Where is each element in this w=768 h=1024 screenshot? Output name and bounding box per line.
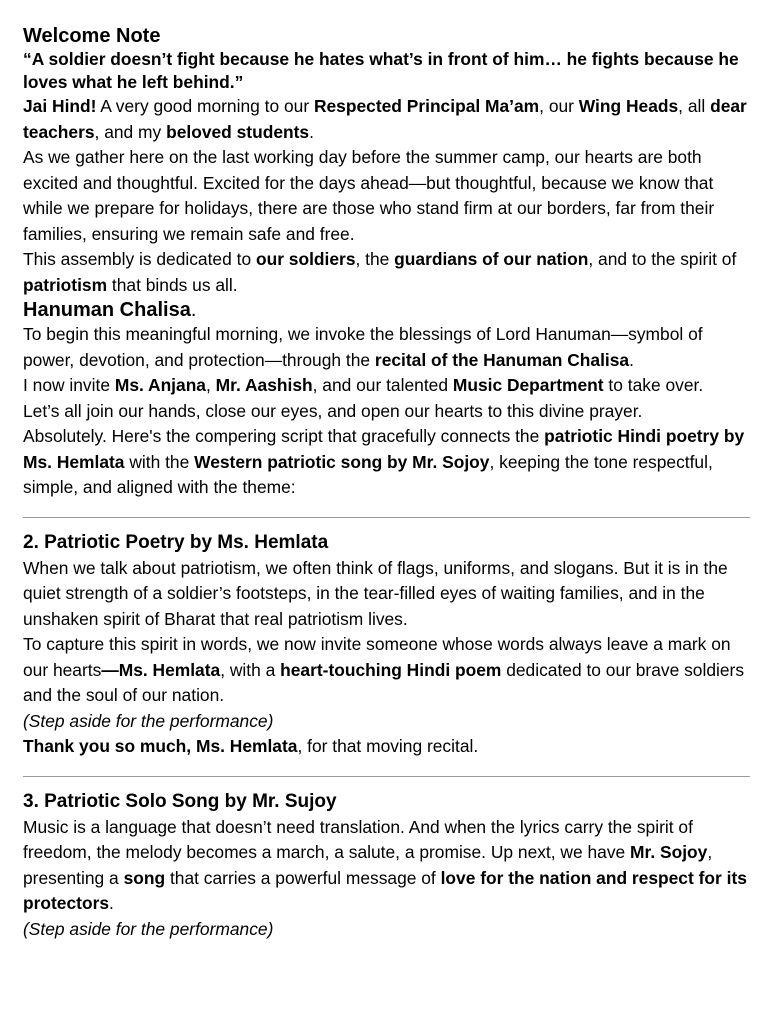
prayer-paragraph: Let’s all join our hands, close our eyes, and open our hearts to this divine prayer. [23, 400, 643, 421]
jai-hind-text: Jai Hind! [23, 96, 97, 116]
stage-direction: (Step aside for the performance) [23, 918, 274, 939]
poetry-invite-paragraph: To capture this spirit in words, we now invite someone whose words always leave a mark on our hearts—Ms. Hemlata, with a heart-touching Hindi poem dedicated to our brave soldiers and the soul of our nation. [23, 634, 745, 705]
song-section [23, 789, 750, 943]
section-divider [23, 776, 750, 777]
section-divider [23, 517, 750, 518]
invocation-paragraph: To begin this meaningful morning, we invoke the blessings of Lord Hanuman—symbol of power, devotion, and protection—through the recital of the Hanuman Chalisa. [23, 324, 703, 370]
song-heading: 3. Patriotic Solo Song by Mr. Sujoy [23, 790, 337, 812]
hanuman-chalisa-section [23, 298, 750, 501]
patriotism-paragraph: When we talk about patriotism, we often think of flags, uniforms, and slogans. But it is in the quiet strength of a soldier’s footsteps, in the tear-filled eyes of waiting families, and in the unshaken spirit of Bharat that real patriotism lives. [23, 557, 728, 629]
hanuman-chalisa-heading: Hanuman Chalisa. [23, 299, 197, 321]
compering-note-paragraph: Absolutely. Here's the compering script that gracefully connects the patriotic Hindi poetry by Ms. Hemlata with the Western patriotic song by Mr. Sojoy, keeping the tone respectful, simple, and aligned with the theme: [23, 426, 745, 497]
poetry-heading: 2. Patriotic Poetry by Ms. Hemlata [23, 531, 329, 553]
invite-paragraph: I now invite Ms. Anjana, Mr. Aashish, and our talented Music Department to take over. [23, 375, 704, 395]
dedication-paragraph: This assembly is dedicated to our soldiers, the guardians of our nation, and to the spirit of patriotism that binds us all. [23, 249, 737, 295]
stage-direction: (Step aside for the performance) [23, 710, 274, 731]
welcome-section [23, 24, 750, 298]
summer-camp-paragraph: As we gather here on the last working day before the summer camp, our hearts are both excited and thoughtful. Excited for the days ahead—but thoughtful, because we know that while we prepare for holidays, there are those who stand firm at our borders, far from their families, ensuring we remain safe and free. [23, 147, 715, 244]
poetry-section [23, 530, 750, 760]
music-paragraph: Music is a language that doesn’t need translation. And when the lyrics carry the spirit of freedom, the melody becomes a march, a salute, a promise. Up next, we have Mr. Sojoy, presenting a song that carries a powerful message of love for the nation and respect for its protectors. [23, 816, 747, 913]
welcome-heading: Welcome Note [23, 25, 161, 47]
greeting-paragraph: Jai Hind! A very good morning to our Respected Principal Ma’am, our Wing Heads, all dear teachers, and my beloved students. [23, 96, 747, 142]
soldier-quote: “A soldier doesn’t fight because he hates what’s in front of him… he fights because he loves what he left behind.” [23, 49, 739, 92]
thanks-paragraph: Thank you so much, Ms. Hemlata, for that moving recital. [23, 736, 479, 756]
